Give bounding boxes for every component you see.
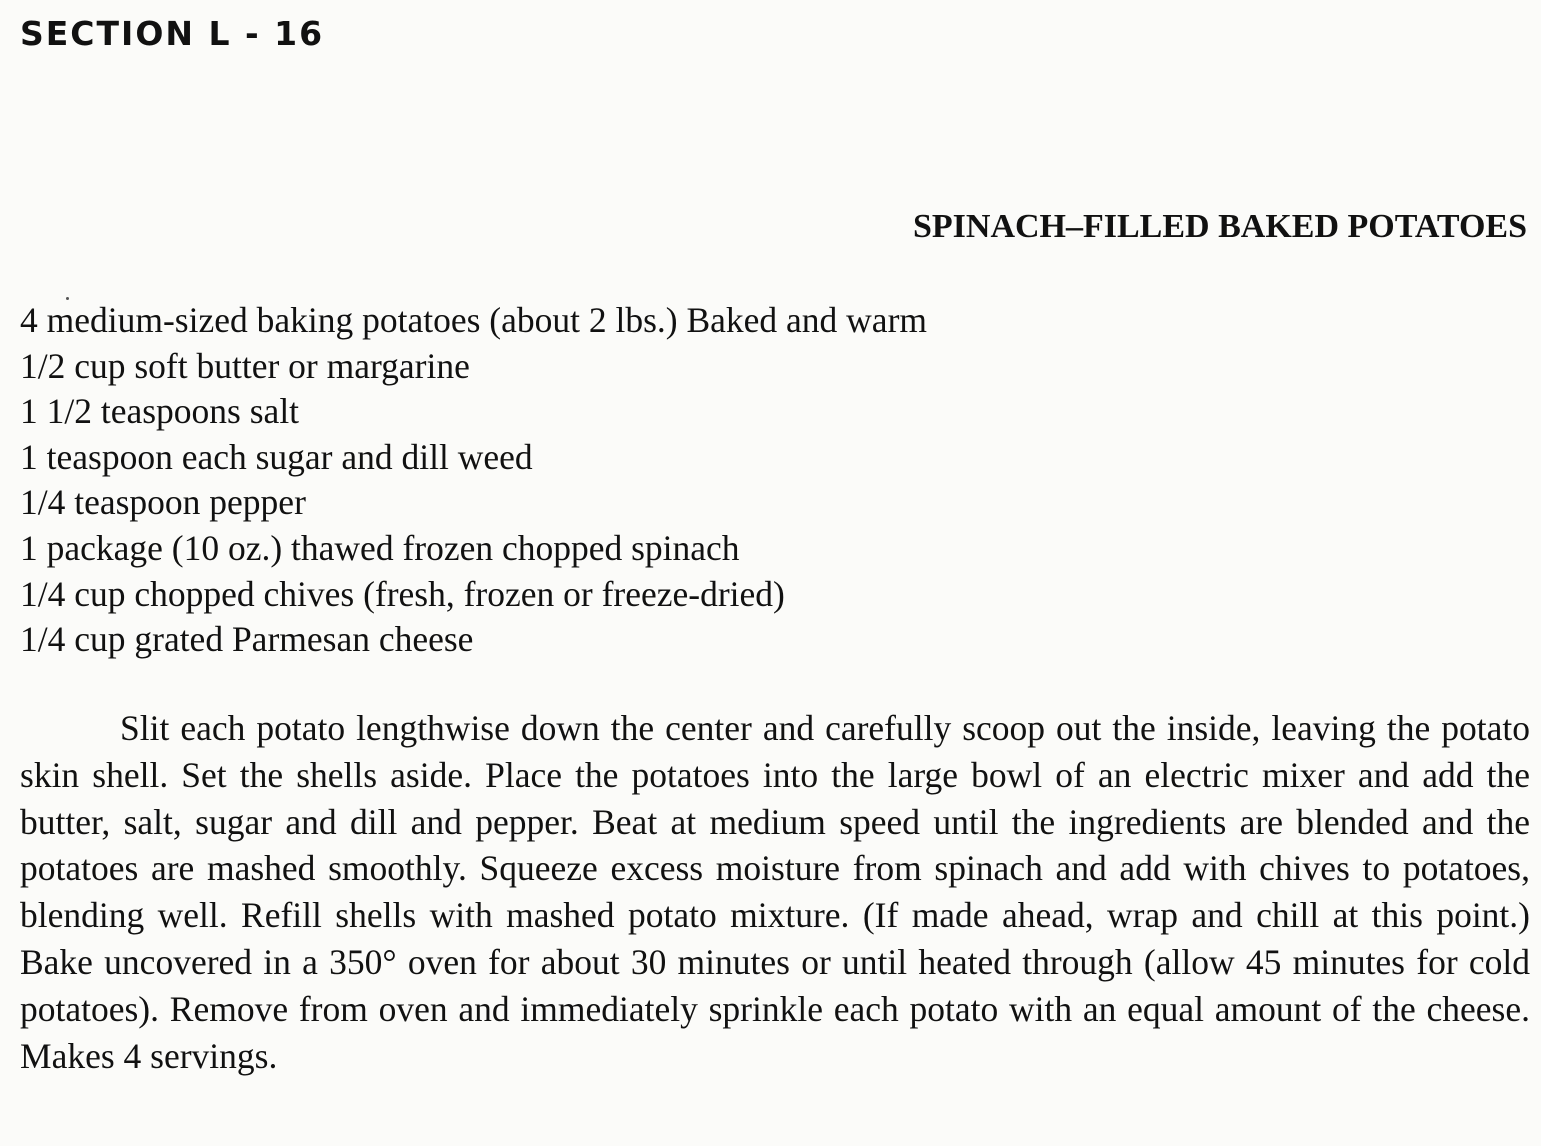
ingredient-item: 1 1/2 teaspoons salt [20, 391, 300, 432]
ingredient-item: 1 package (10 oz.) thawed frozen chopped spinach [20, 527, 740, 568]
directions-paragraph: Slit each potato lengthwise down the center and carefully scoop out the inside, leaving the potato skin shell. Set the shells aside. Place the potatoes into the large bowl of an electric mixer and add the butter, salt, sugar and dill and pepper. Beat at medium speed until the ingredients are blended and the potatoes are mashed smoothly. Squeeze excess moisture from spinach and add with chives to potatoes, blending well. Refill shells with mashed potato mixture. (If made ahead, wrap and chill at this point.) Bake uncovered in a 350° oven for about 30 minutes or until heated through (allow 45 minutes for cold potatoes). Remove from oven and immediately sprinkle each potato with an equal amount of the cheese. Makes 4 servings. [20, 708, 1530, 1076]
ingredient-item: 1/4 cup chopped chives (fresh, frozen or freeze-dried) [20, 573, 785, 614]
recipe-title: SPINACH–FILLED BAKED POTATOES [912, 208, 1527, 245]
ingredient-list [20, 298, 927, 663]
ingredient-item: 1 teaspoon each sugar and dill weed [20, 436, 533, 477]
ingredient-item: 1/4 cup grated Parmesan cheese [20, 619, 474, 660]
ingredient-item: 1/4 teaspoon pepper [20, 482, 306, 523]
section-label: SECTION L - 16 [20, 14, 325, 53]
ingredient-item: 1/2 cup soft butter or margarine [20, 345, 470, 386]
ingredient-item: 4 medium-sized baking potatoes (about 2 lbs.) Baked and warm [20, 300, 928, 340]
